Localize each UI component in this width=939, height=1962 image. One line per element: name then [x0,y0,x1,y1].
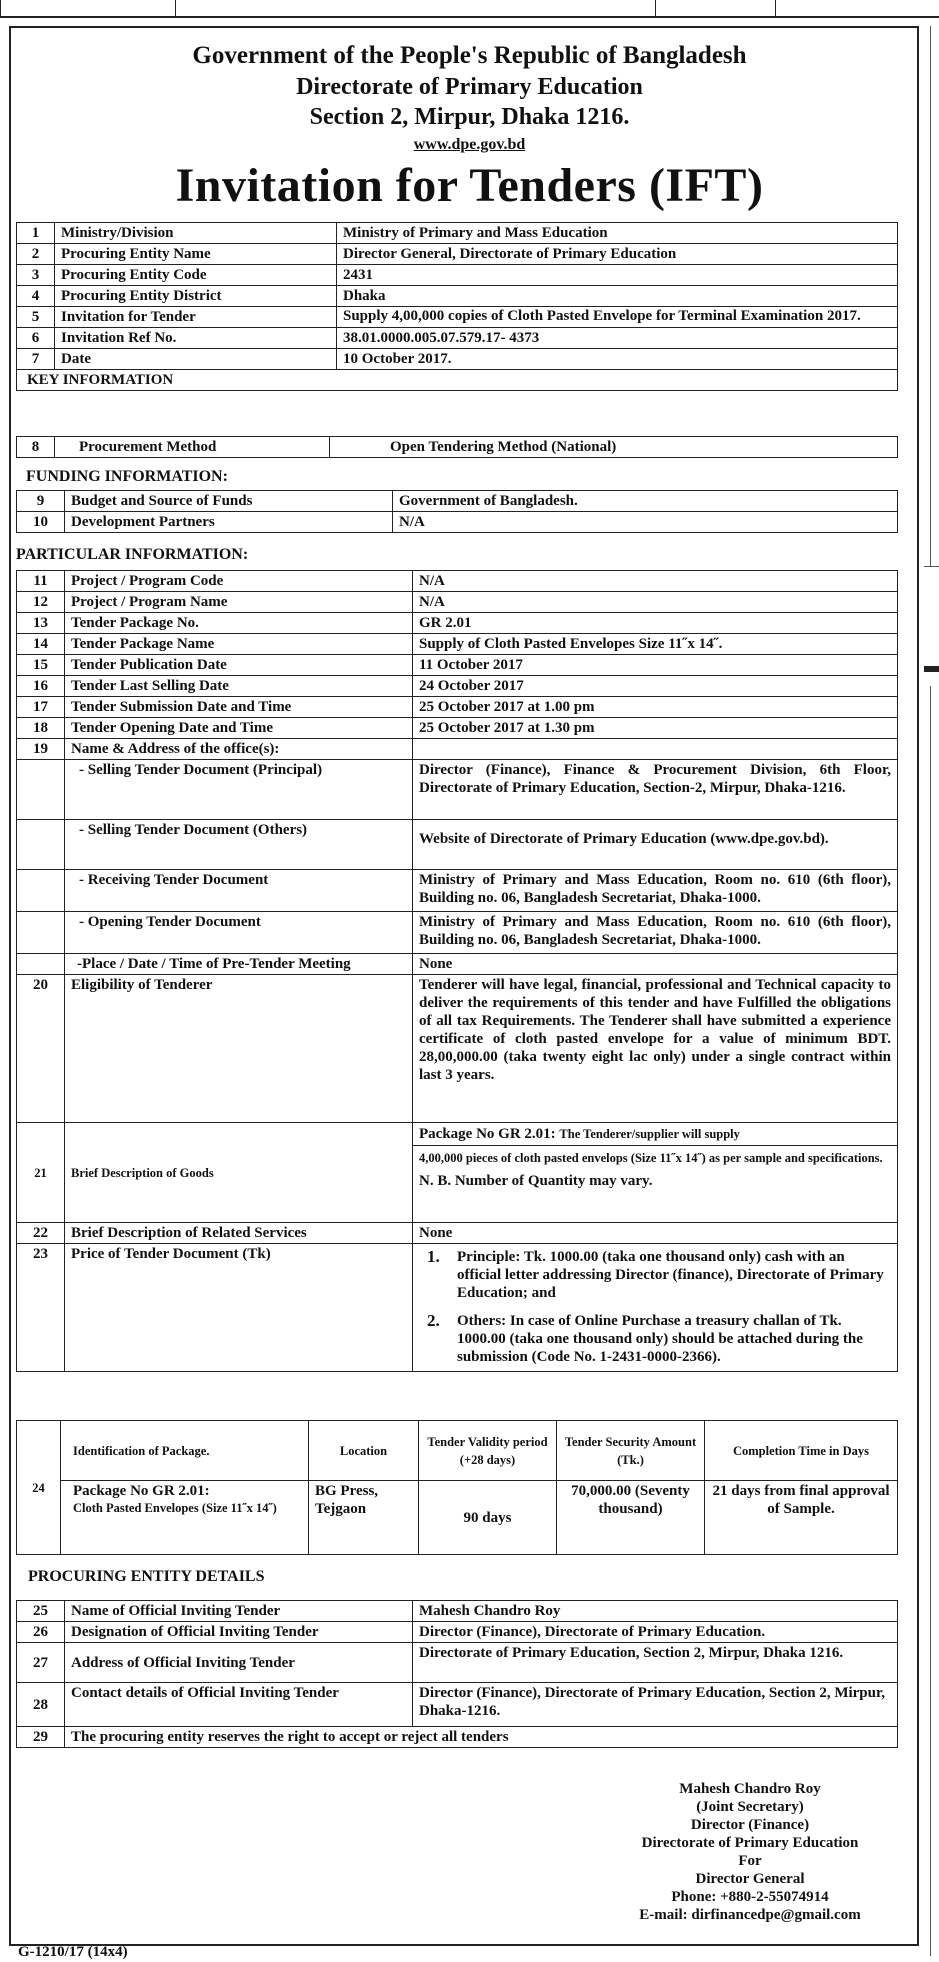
row-label: Price of Tender Document (Tk) [65,1244,413,1372]
row-number: 13 [17,613,65,634]
row-number: 15 [17,655,65,676]
row-label: Name & Address of the office(s): [65,739,413,760]
table-row [17,244,898,265]
procuring-table [16,1600,898,1748]
office-row [17,760,898,820]
price-list [413,1244,898,1372]
row-label: Ministry/Division [55,223,337,244]
office-row [17,912,898,954]
goods-detail: 4,00,000 pieces of cloth pasted envelops (Size 11˝x 14˝) as per sample and specifications. [419,1151,883,1165]
row-number: 6 [17,328,55,349]
row-label: Procuring Entity Code [55,265,337,286]
signatory-name: Mahesh Chandro Roy [679,1781,821,1797]
office-label: - Receiving Tender Document [65,870,413,912]
row-value: Open Tendering Method (National) [330,437,898,458]
row-value: 24 October 2017 [413,676,898,697]
row-value: N/A [413,571,898,592]
table-row [17,512,898,533]
row-number: 19 [17,739,65,760]
table-row [17,491,898,512]
table-row [17,1727,898,1748]
row-value: Mahesh Chandro Roy [413,1601,898,1622]
price-item-number: 2. [427,1311,440,1330]
signatory-principal: Director General [695,1871,805,1887]
ad-code: G-1210/17 (14x4) [18,1944,128,1960]
row-number: 8 [17,437,55,458]
row-label: Project / Program Name [65,592,413,613]
row-value: 10 October 2017. [337,349,898,370]
row-number: 9 [17,491,65,512]
table-row [17,349,898,370]
package-completion: 21 days from final approval of Sample. [705,1481,898,1555]
signatory-rank: (Joint Secretary) [696,1799,804,1815]
row-value: 25 October 2017 at 1.00 pm [413,697,898,718]
final-statement: The procuring entity reserves the right to accept or reject all tenders [65,1727,898,1748]
table-row [17,613,898,634]
row-value: Government of Bangladesh. [393,491,898,512]
table-row [17,676,898,697]
row-label: Date [55,349,337,370]
row-value: GR 2.01 [413,613,898,634]
office-value: Ministry of Primary and Mass Education, Room no. 610 (6th floor), Building no. 06, Bangladesh Secretariat, Dhaka-1000. [413,870,898,912]
signatory-email[interactable]: E-mail: dirfinancedpe@gmail.com [639,1907,861,1923]
table-row [17,223,898,244]
package-validity: 90 days [419,1481,557,1555]
row-label: Procuring Entity District [55,286,337,307]
office-row [17,954,898,975]
row-number: 20 [17,975,65,1123]
table-row [17,655,898,676]
table-row [17,1601,898,1622]
row-number: 14 [17,634,65,655]
package-security: 70,000.00 (Seventy thousand) [557,1481,705,1555]
notice-title: Invitation for Tenders (IFT) [175,159,764,212]
row-label: Address of Official Inviting Tender [65,1643,413,1683]
row-number: 16 [17,676,65,697]
row-label: Tender Publication Date [65,655,413,676]
row-label: Tender Opening Date and Time [65,718,413,739]
row-value: N/A [413,592,898,613]
row-number: 12 [17,592,65,613]
signatory-designation: Director (Finance) [690,1817,810,1833]
row-label: Tender Submission Date and Time [65,697,413,718]
row-value: None [413,1223,898,1244]
table-row [17,975,898,1123]
package-id-sub: Cloth Pasted Envelopes (Size 11˝x 14˝) [73,1501,277,1515]
row-number: 5 [17,307,55,328]
table-row [17,307,898,328]
general-info-table [16,222,898,391]
header-government: Government of the People's Republic of Bangladesh [192,42,747,69]
adjacent-ad-fragment [0,0,939,18]
package-id-main: Package No GR 2.01: [73,1483,210,1499]
row-number: 22 [17,1223,65,1244]
row-label: Project / Program Code [65,571,413,592]
table-row [17,634,898,655]
row-number: 17 [17,697,65,718]
funding-table [16,490,898,533]
row-number: 27 [17,1643,65,1683]
signatory-for: For [738,1853,762,1869]
procuring-heading: PROCURING ENTITY DETAILS [28,1568,265,1585]
row-number: 4 [17,286,55,307]
signatory-office: Directorate of Primary Education [641,1835,859,1851]
header-directorate: Directorate of Primary Education [296,74,643,100]
signatory-phone: Phone: +880-2-55074914 [671,1889,829,1905]
section-heading-row [17,370,898,391]
table-row [17,1223,898,1244]
table-row [17,286,898,307]
row-number: 1 [17,223,55,244]
row-value: Ministry of Primary and Mass Education [337,223,898,244]
row-number: 28 [17,1683,65,1727]
office-label: -Place / Date / Time of Pre-Tender Meeting [65,954,413,975]
table-row [17,571,898,592]
office-label: - Opening Tender Document [65,912,413,954]
row-label: Designation of Official Inviting Tender [65,1622,413,1643]
row-number: 23 [17,1244,65,1372]
particular-info-table [16,570,898,1372]
row-value: Director (Finance), Directorate of Primary Education. [413,1622,898,1643]
row-label: Contact details of Official Inviting Tender [65,1683,413,1727]
table-row [17,1123,898,1223]
row-label: Invitation Ref No. [55,328,337,349]
row-label: Development Partners [65,512,393,533]
row-value: N/A [393,512,898,533]
row-number: 25 [17,1601,65,1622]
row-label: Tender Last Selling Date [65,676,413,697]
price-item-text: Principle: Tk. 1000.00 (taka one thousand only) cash with an official letter addressing Director (finance), Directorate of Primary Education; and [457,1249,884,1301]
office-row [17,870,898,912]
table-row [17,1683,898,1727]
row-number: 29 [17,1727,65,1748]
row-value: Supply 4,00,000 copies of Cloth Pasted Envelope for Terminal Examination 2017. [337,307,898,328]
package-row [17,1481,898,1555]
row-value: 38.01.0000.005.07.579.17- 4373 [337,328,898,349]
row-label: Tender Package No. [65,613,413,634]
row-value: 11 October 2017 [413,655,898,676]
row-label: Procuring Entity Name [55,244,337,265]
table-row [17,328,898,349]
row-label: Brief Description of Related Services [65,1223,413,1244]
goods-note: N. B. Number of Quantity may vary. [419,1173,653,1189]
package-location: BG Press, Tejgaon [309,1481,419,1555]
price-item-number: 1. [427,1247,440,1266]
row-label: Eligibility of Tenderer [65,975,413,1123]
goods-package-line [413,1123,897,1146]
row-value: Supply of Cloth Pasted Envelopes Size 11˝x 14˝. [413,634,898,655]
table-row [17,1622,898,1643]
row-number: 3 [17,265,55,286]
row-value [413,739,898,760]
row-label: Invitation for Tender [55,307,337,328]
particular-heading: PARTICULAR INFORMATION: [16,546,249,563]
table-row [17,592,898,613]
goods-package: Package No GR 2.01: [419,1126,556,1142]
row-number: 18 [17,718,65,739]
price-item [427,1248,887,1302]
row-number: 7 [17,349,55,370]
col-header: Tender Security Amount (Tk.) [557,1421,705,1481]
signature-block [590,1780,910,1924]
package-header-row [17,1421,898,1481]
price-item-text: Others: In case of Online Purchase a treasury challan of Tk. 1000.00 (taka one thousand only) should be attached during the submission (Code No. 1-2431-0000-2366). [457,1313,863,1365]
table-row [17,1643,898,1683]
row-number: 10 [17,512,65,533]
row-number: 24 [17,1421,61,1555]
row-label: Tender Package Name [65,634,413,655]
row-label: Procurement Method [55,437,330,458]
funding-heading: FUNDING INFORMATION: [26,468,228,485]
table-row [17,697,898,718]
col-header: Identification of Package. [61,1421,309,1481]
header-website-link[interactable]: www.dpe.gov.bd [413,136,526,153]
row-value: Directorate of Primary Education, Section 2, Mirpur, Dhaka 1216. [413,1643,898,1683]
office-row [17,820,898,870]
row-label: Name of Official Inviting Tender [65,1601,413,1622]
table-row [17,437,898,458]
row-value: 25 October 2017 at 1.30 pm [413,718,898,739]
header-address: Section 2, Mirpur, Dhaka 1216. [309,104,630,130]
row-value: Dhaka [337,286,898,307]
office-value: None [413,954,898,975]
goods-description [413,1123,898,1223]
procurement-method-table [16,436,898,458]
table-row [17,265,898,286]
table-row [17,718,898,739]
eligibility-text: Tenderer will have legal, financial, professional and Technical capacity to deliver the requirements of this tender and have Fulfilled the obligations of all tax Requirements. The Tenderer shall have submitted a experience certificate of cloth pasted envelope for a value of minimum BDT. 28,00,000.00 (taka twenty eight lac only) under a single contract within last 3 years. [413,975,898,1123]
row-number: 26 [17,1622,65,1643]
office-value: Website of Directorate of Primary Education (www.dpe.gov.bd). [413,820,898,870]
office-label: - Selling Tender Document (Others) [65,820,413,870]
price-item [427,1312,887,1366]
row-value: Director General, Directorate of Primary Education [337,244,898,265]
table-row [17,739,898,760]
office-label: - Selling Tender Document (Principal) [65,760,413,820]
key-information-heading: KEY INFORMATION [17,370,898,391]
office-value: Director (Finance), Finance & Procurement Division, 6th Floor, Directorate of Primary Education, Section-2, Mirpur, Dhaka-1216. [413,760,898,820]
col-header: Location [309,1421,419,1481]
col-header: Tender Validity period (+28 days) [419,1421,557,1481]
row-value: 2431 [337,265,898,286]
table-row [17,1244,898,1372]
row-value: Director (Finance), Directorate of Primary Education, Section 2, Mirpur, Dhaka-1216. [413,1683,898,1727]
row-number: 21 [17,1123,65,1223]
col-header: Completion Time in Days [705,1421,898,1481]
row-label: Brief Description of Goods [65,1123,413,1223]
package-table [16,1420,898,1555]
row-label: Budget and Source of Funds [65,491,393,512]
package-id [61,1481,309,1555]
row-number: 11 [17,571,65,592]
adjacent-page-fragment [924,26,939,1962]
row-number: 2 [17,244,55,265]
goods-package-rest: The Tenderer/supplier will supply [559,1127,740,1141]
office-value: Ministry of Primary and Mass Education, Room no. 610 (6th floor), Building no. 06, Bangladesh Secretariat, Dhaka-1000. [413,912,898,954]
